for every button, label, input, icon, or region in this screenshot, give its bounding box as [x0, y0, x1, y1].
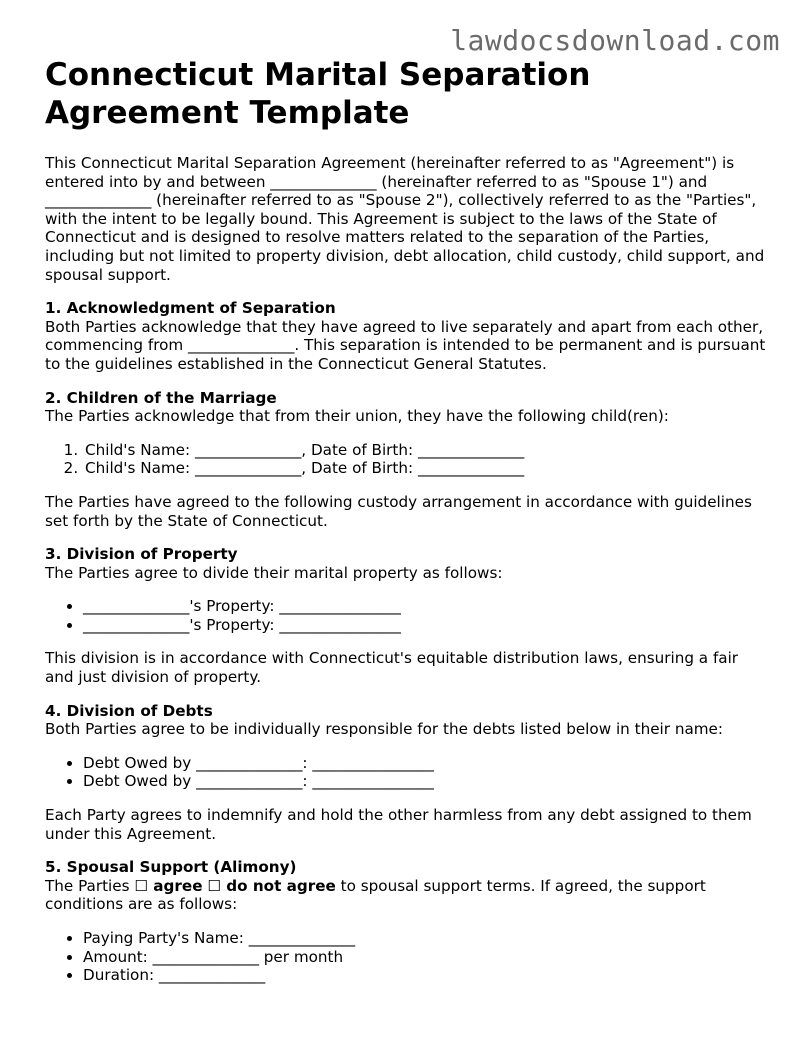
document-page: [45, 56, 770, 985]
section-body: The Parties agree to divide their marital property as follows:: [45, 563, 503, 582]
list-item: • Amount: ______________ per month: [83, 948, 770, 967]
agree-checkbox[interactable]: ☐ agree: [134, 876, 203, 895]
watermark: lawdocsdownload.com: [450, 24, 780, 57]
children-list: [45, 441, 770, 478]
section-acknowledgment: [45, 299, 770, 373]
intro-paragraph: This Connecticut Marital Separation Agreement (hereinafter referred to as "Agreement") is entered into by and between ______________ (hereinafter referred to as "Spouse 1") and ______________ (hereinafter referred to as "Spouse 2"), collectively referred to as the "Parties", with the intent to be legally bound. This Agreement is subject to the laws of the State of Connecticut and is designed to resolve matters related to the separation of the Parties, including but not limited to property division, debt allocation, child custody, child support, and spousal support.: [45, 154, 765, 284]
debts-list: [45, 754, 770, 791]
section-spousal-support: [45, 858, 770, 985]
list-item: • Debt Owed by ______________: ________________: [83, 772, 770, 791]
list-item: 1. Child's Name: ______________, Date of Birth: ______________: [83, 441, 770, 460]
section-note: This division is in accordance with Connecticut's equitable distribution laws, ensuring a fair and just division of property.: [45, 649, 739, 687]
document-title: Connecticut Marital Separation Agreement Template: [45, 57, 591, 131]
body-suffix: to spousal support terms. If agreed, the support conditions are as follows:: [45, 876, 706, 914]
section-body: Both Parties acknowledge that they have agreed to live separately and apart from each other, commencing from ______________. This separation is intended to be permanent and is pursuant to the guidelines established in the Connecticut General Statutes.: [45, 317, 766, 373]
section-heading: 5. Spousal Support (Alimony): [45, 858, 297, 877]
section-body: [45, 877, 770, 914]
section-children: [45, 389, 770, 531]
section-body: Both Parties agree to be individually responsible for the debts listed below in their name:: [45, 720, 724, 739]
list-item: 2. Child's Name: ______________, Date of Birth: ______________: [83, 459, 770, 478]
list-item: • Paying Party's Name: ______________: [83, 929, 770, 948]
list-item: • Duration: ______________: [83, 966, 770, 985]
section-body: The Parties acknowledge that from their union, they have the following child(ren):: [45, 407, 669, 426]
section-property: [45, 545, 770, 687]
list-item: • ______________'s Property: ________________: [83, 616, 770, 635]
section-debts: [45, 702, 770, 844]
property-list: [45, 597, 770, 634]
section-note: Each Party agrees to indemnify and hold the other harmless from any debt assigned to them under this Agreement.: [45, 806, 752, 843]
list-item: • ______________'s Property: ________________: [83, 597, 770, 616]
list-item: • Debt Owed by ______________: ________________: [83, 754, 770, 773]
section-heading: 3. Division of Property: [45, 545, 238, 564]
body-prefix: The Parties: [45, 876, 130, 895]
section-heading: 2. Children of the Marriage: [45, 388, 277, 407]
do-not-agree-checkbox[interactable]: ☐ do not agree: [207, 876, 336, 895]
support-terms-list: [45, 929, 770, 985]
section-note: The Parties have agreed to the following custody arrangement in accordance with guidelines set forth by the State of Connecticut.: [45, 492, 752, 530]
section-heading: 1. Acknowledgment of Separation: [45, 299, 336, 318]
section-heading: 4. Division of Debts: [45, 701, 213, 720]
